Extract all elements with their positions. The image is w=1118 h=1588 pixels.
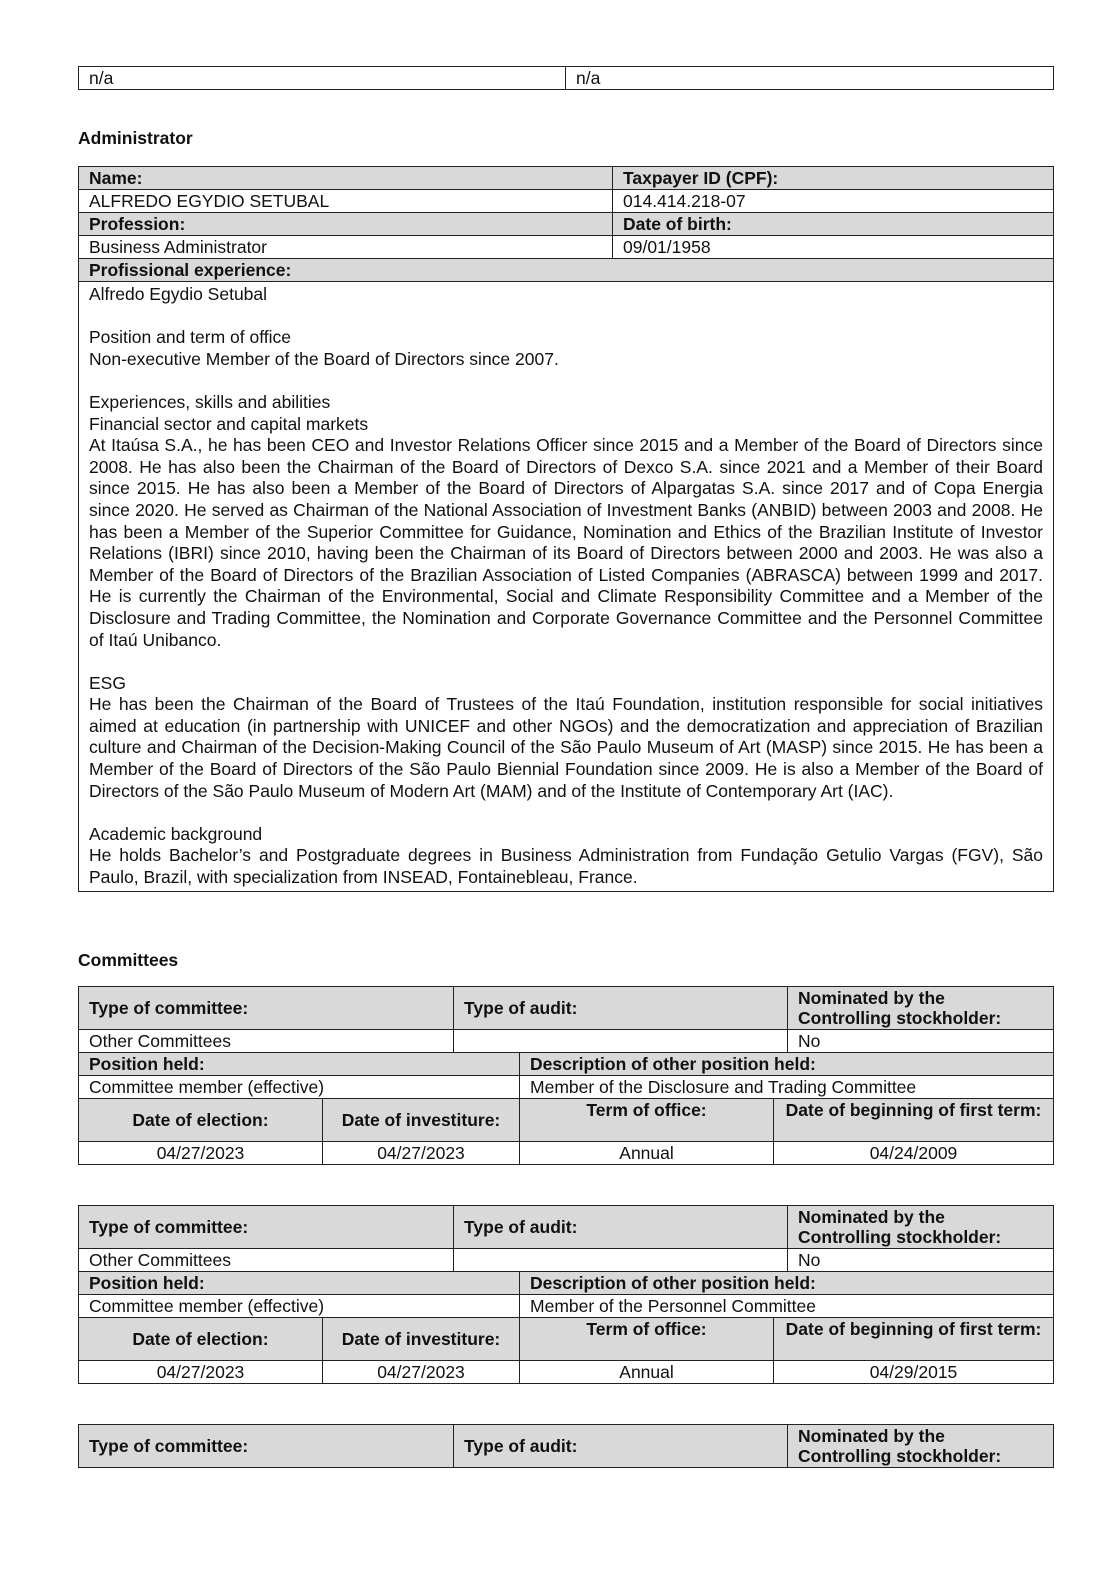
academic-section [89, 824, 1043, 889]
committee-type-value: Other Committees [79, 1030, 454, 1053]
description-value: Member of the Disclosure and Trading Committee [520, 1076, 1054, 1099]
date-investiture-label: Date of investiture: [323, 1318, 520, 1361]
academic-title: Academic background [89, 823, 263, 844]
date-investiture-value: 04/27/2023 [323, 1142, 520, 1165]
nominated-label: Nominated by the Controlling stockholder: [788, 1425, 1054, 1468]
na-left: n/a [79, 67, 566, 90]
birth-value: 09/01/1958 [613, 236, 1054, 259]
nominated-value: No [788, 1249, 1054, 1272]
type-audit-label: Type of audit: [454, 1425, 788, 1468]
position-held-label: Position held: [79, 1053, 520, 1076]
position-title: Position and term of office [89, 327, 292, 348]
taxpayer-value: 014.414.218-07 [613, 190, 1054, 213]
date-investiture-value: 04/27/2023 [323, 1361, 520, 1384]
experience-text: At Itaúsa S.A., he has been CEO and Investor Relations Officer since 2015 and a Member of the Board of Directors since 2008. He has also been the Chairman of the Board of Directors of Dexco S.A. since 2021 and a Member of their Board since 2015. He has also been a Member of the Board of Directors of Alpargatas S.A. since 2017 and of Copa Energia since 2020. He served as Chairman of the National Association of Investment Banks (ANBID) between 2003 and 2008. He has been a Member of the Superior Committee for Guidance, Nomination and Ethics of the Brazilian Institute of Investor Relations (IBRI) since 2010, having been the Chairman of its Board of Directors between 2000 and 2003. He was also a Member of the Board of Directors of the Brazilian Association of Listed Companies (ABRASCA) between 1999 and 2017. He is currently the Chairman of the Environmental, Social and Climate Responsibility Committee and a Member of the Disclosure and Trading Committee, the Nomination and Corporate Governance Committee and the Personnel Committee of Itaú Unibanco. [89, 435, 1043, 650]
experience-label: Profissional experience: [79, 259, 1054, 282]
profession-value: Business Administrator [79, 236, 613, 259]
term-label: Term of office: [520, 1099, 774, 1142]
name-label: Name: [79, 167, 613, 190]
audit-type-value [454, 1030, 788, 1053]
position-held-label: Position held: [79, 1272, 520, 1295]
academic-text: He holds Bachelor’s and Postgraduate degrees in Business Administration from Fundação Getulio Vargas (FGV), São Paulo, Brazil, with specialization from INSEAD, Fontainebleau, France. [89, 845, 1043, 888]
taxpayer-label: Taxpayer ID (CPF): [613, 167, 1054, 190]
date-first-label: Date of beginning of first term: [774, 1099, 1054, 1142]
position-held-value: Committee member (effective) [79, 1076, 520, 1099]
date-election-value: 04/27/2023 [79, 1142, 323, 1165]
administrator-table [78, 166, 1054, 892]
date-first-value: 04/29/2015 [774, 1361, 1054, 1384]
date-first-value: 04/24/2009 [774, 1142, 1054, 1165]
term-value: Annual [520, 1142, 774, 1165]
type-committee-label: Type of committee: [79, 987, 454, 1030]
position-section [89, 327, 1043, 370]
description-label: Description of other position held: [520, 1272, 1054, 1295]
description-value: Member of the Personnel Committee [520, 1295, 1054, 1318]
type-audit-label: Type of audit: [454, 1206, 788, 1249]
type-committee-label: Type of committee: [79, 1206, 454, 1249]
exp-name: Alfredo Egydio Setubal [89, 284, 268, 304]
audit-type-value [454, 1249, 788, 1272]
term-label: Term of office: [520, 1318, 774, 1361]
top-na-table [78, 66, 1054, 90]
committees-heading: Committees [78, 950, 179, 970]
description-label: Description of other position held: [520, 1053, 1054, 1076]
committee-table [78, 1205, 1054, 1384]
na-right: n/a [566, 67, 1054, 90]
birth-label: Date of birth: [613, 213, 1054, 236]
nominated-value: No [788, 1030, 1054, 1053]
nominated-label: Nominated by the Controlling stockholder: [788, 987, 1054, 1030]
profession-label: Profession: [79, 213, 613, 236]
type-committee-label: Type of committee: [79, 1425, 454, 1468]
date-election-value: 04/27/2023 [79, 1361, 323, 1384]
experience-body [79, 282, 1054, 892]
experience-section [89, 392, 1043, 651]
esg-text: He has been the Chairman of the Board of Trustees of the Itaú Foundation, institution responsible for social initiatives aimed at education (in partnership with UNICEF and other NGOs) and the democratization and appreciation of Brazilian culture and Chairman of the Decision-Making Council of the São Paulo Museum of Art (MASP) since 2015. He has been a Member of the Board of Directors of the São Paulo Biennial Foundation since 2009. He is also a Member of the Board of Directors of the São Paulo Museum of Modern Art (MAM) and of the Institute of Contemporary Art (IAC). [89, 694, 1043, 801]
nominated-label: Nominated by the Controlling stockholder: [788, 1206, 1054, 1249]
committee-type-value: Other Committees [79, 1249, 454, 1272]
administrator-heading: Administrator [78, 128, 193, 148]
position-text: Non-executive Member of the Board of Directors since 2007. [89, 348, 559, 369]
committee-table [78, 986, 1054, 1165]
date-election-label: Date of election: [79, 1099, 323, 1142]
date-investiture-label: Date of investiture: [323, 1099, 520, 1142]
position-held-value: Committee member (effective) [79, 1295, 520, 1318]
term-value: Annual [520, 1361, 774, 1384]
date-election-label: Date of election: [79, 1318, 323, 1361]
date-first-label: Date of beginning of first term: [774, 1318, 1054, 1361]
esg-title: ESG [89, 672, 126, 693]
committee-table [78, 1424, 1054, 1468]
experience-sub: Financial sector and capital markets [89, 413, 369, 434]
name-value: ALFREDO EGYDIO SETUBAL [79, 190, 613, 213]
esg-section [89, 673, 1043, 803]
type-audit-label: Type of audit: [454, 987, 788, 1030]
experience-title: Experiences, skills and abilities [89, 391, 331, 412]
